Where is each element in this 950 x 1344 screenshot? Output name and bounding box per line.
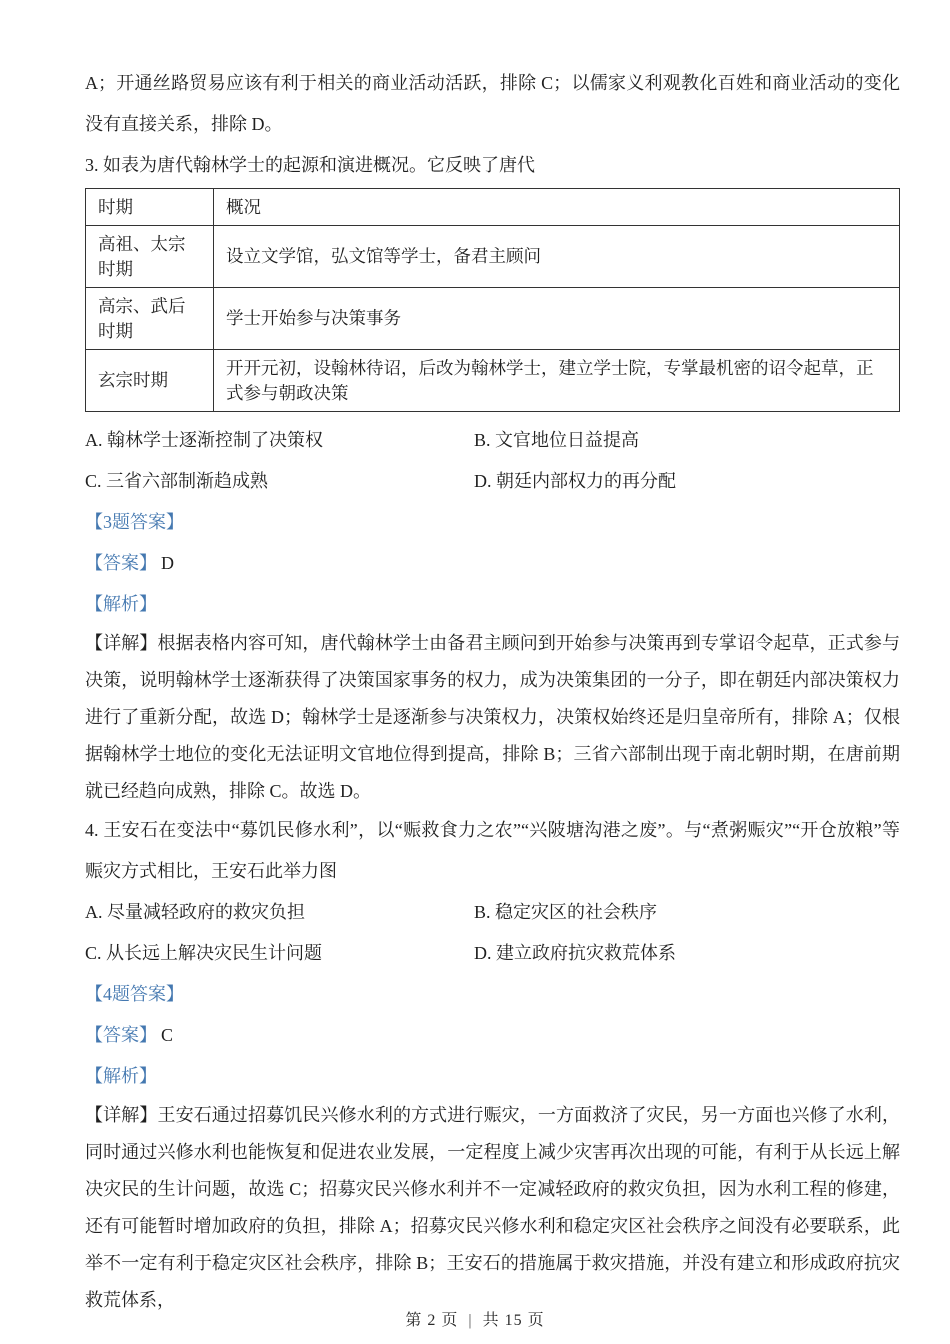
q3-table-cell-period-3: 玄宗时期: [86, 350, 214, 412]
q4-answer-letter: C: [161, 1025, 174, 1045]
q4-stem: 4. 王安石在变法中“募饥民修水利”，以“赈救食力之农”“兴陂塘沟港之废”。与“煮粥赈灾”“开仓放粮”等赈灾方式相比，王安石此举力图: [85, 820, 900, 881]
footer-separator: |: [468, 1312, 473, 1329]
q4-detail-label: 【详解】: [85, 1105, 158, 1125]
q3-answer-line: [85, 543, 900, 584]
q3-detail-text: 根据表格内容可知，唐代翰林学士由备君主顾问到开始参与决策再到专掌诏令起草，正式参与决策，说明翰林学士逐渐获得了决策国家事务的权力，成为决策集团的一分子，即在朝廷内部决策权力进行了重新分配，故选 D；翰林学士是逐渐参与决策权力，决策权始终还是归皇帝所有，排除 A；仅根据翰林学士地位的变化无法证明文官地位得到提高，排除 B；三省六部制出现于南北朝时期，在唐前期就已经趋向成熟，排除 C。故选 D。: [85, 633, 901, 801]
q3-table-cell-overview-2: 学士开始参与决策事务: [214, 288, 900, 350]
q4-answer-label: 【答案】: [85, 1025, 157, 1045]
q4-option-b: B. 稳定灾区的社会秩序: [474, 902, 658, 922]
q3-table-cell-period-2: 高宗、武后时期: [86, 288, 214, 350]
q4-option-c: C. 从长远上解决灾民生计问题: [85, 943, 323, 963]
q3-table-header-row: [86, 189, 900, 226]
q3-detail-paragraph: [85, 625, 900, 810]
q4-options: [85, 892, 900, 974]
q3-option-b: B. 文官地位日益提高: [474, 430, 640, 450]
footer-current-page: 第 2 页: [405, 1312, 459, 1329]
q4-options-row-2: [85, 933, 900, 974]
q3-options: [85, 420, 900, 502]
q3-option-d: D. 朝廷内部权力的再分配: [474, 471, 676, 491]
q4-detail-text: 王安石通过招募饥民兴修水利的方式进行赈灾，一方面救济了灾民，另一方面也兴修了水利，同时通过兴修水利也能恢复和促进农业发展，一定程度上减少灾害再次出现的可能，有利于从长远上解决灾民的生计问题，故选 C；招募灾民兴修水利并不一定减轻政府的救灾负担，因为水利工程的修建，还有可能暂时增加政府的负担，排除 A；招募灾民兴修水利和稳定灾区社会秩序之间没有必要联系，此举不一定有利于稳定灾区社会秩序，排除 B；王安石的措施属于救灾措施，并没有建立和形成政府抗灾救荒体系，: [85, 1105, 901, 1310]
q3-table-header-period: 时期: [86, 189, 214, 226]
q4-option-d: D. 建立政府抗灾救荒体系: [474, 943, 676, 963]
q3-options-row-2: [85, 461, 900, 502]
q3-table-header-overview: 概况: [214, 189, 900, 226]
q4-detail-paragraph: [85, 1097, 900, 1319]
q4-answer-line: [85, 1015, 900, 1056]
q3-answer-letter: D: [161, 553, 174, 573]
q3-table-row-3: [86, 350, 900, 412]
q3-table-row-1: [86, 226, 900, 288]
q3-answer-label: 【答案】: [85, 553, 157, 573]
q3-option-a: A. 翰林学士逐渐控制了决策权: [85, 430, 323, 450]
q3-options-row-1: [85, 420, 900, 461]
footer-total-pages: 共 15 页: [482, 1312, 545, 1329]
q4-options-row-1: [85, 892, 900, 933]
prev-question-analysis-tail: A；开通丝路贸易应该有利于相关的商业活动活跃，排除 C；以儒家义利观教化百姓和商业活动的变化没有直接关系，排除 D。: [85, 73, 900, 134]
q4-analysis-label: 【解析】: [85, 1066, 157, 1086]
q3-table: [85, 188, 900, 412]
q3-table-cell-period-1: 高祖、太宗时期: [86, 226, 214, 288]
q3-option-c: C. 三省六部制渐趋成熟: [85, 471, 269, 491]
q3-analysis-label: 【解析】: [85, 594, 157, 614]
q4-option-a: A. 尽量减轻政府的救灾负担: [85, 902, 305, 922]
q3-stem: 3. 如表为唐代翰林学士的起源和演进概况。它反映了唐代: [85, 155, 535, 175]
q3-answer-header: 【3题答案】: [85, 512, 184, 532]
q3-table-cell-overview-3: 开开元初，设翰林待诏，后改为翰林学士，建立学士院，专掌最机密的诏令起草，正式参与朝政决策: [214, 350, 900, 412]
q3-detail-label: 【详解】: [85, 633, 158, 653]
q3-table-row-2: [86, 288, 900, 350]
page-footer: [0, 1307, 950, 1330]
q3-table-cell-overview-1: 设立文学馆，弘文馆等学士，备君主顾问: [214, 226, 900, 288]
q4-answer-header: 【4题答案】: [85, 984, 184, 1004]
